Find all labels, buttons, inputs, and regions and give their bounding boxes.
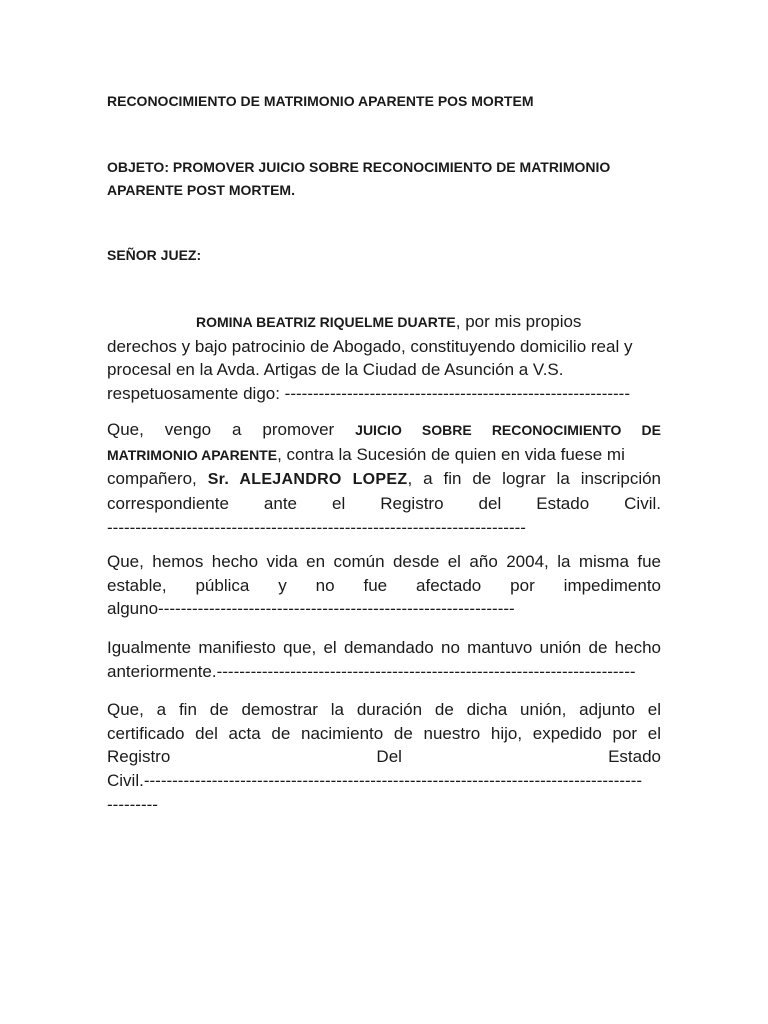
defendant-name: Sr. ALEJANDRO LOPEZ xyxy=(207,471,408,489)
paragraph-2-line-3-text-a: compañero, xyxy=(107,469,208,489)
paragraph-1-line-1 xyxy=(107,310,661,335)
paragraph-5-line-5: --------- xyxy=(107,794,158,814)
juicio-title: JUICIO SOBRE RECONOCIMIENTO DE xyxy=(355,422,661,438)
petitioner-name: ROMINA BEATRIZ RIQUELME DUARTE xyxy=(196,314,456,330)
paragraph-2-line-3 xyxy=(107,467,661,492)
paragraph-4-line-1: Igualmente manifiesto que, el demandado no mantuvo unión de hecho xyxy=(107,638,661,657)
document-title: RECONOCIMIENTO DE MATRIMONIO APARENTE POS MORTEM xyxy=(107,93,534,109)
paragraph-5-line-3: Registro Del Estado xyxy=(107,747,661,767)
paragraph-1-line-2: derechos y bajo patrocinio de Abogado, constituyendo domicilio real y xyxy=(107,336,633,356)
paragraph-2-line-1 xyxy=(107,418,661,443)
paragraph-4-line-2: anteriormente.-------------------------------------------------------------------------- xyxy=(107,661,636,681)
paragraph-1-line-3: procesal en la Avda. Artigas de la Ciudad de Asunción a V.S. xyxy=(107,360,564,380)
paragraph-3-line-1: Que, hemos hecho vida en común desde el año 2004, la misma fue xyxy=(107,552,661,571)
paragraph-2-line-2 xyxy=(107,443,661,468)
matrimonio-aparente: MATRIMONIO APARENTE xyxy=(107,446,278,463)
paragraph-2 xyxy=(107,418,661,540)
paragraph-5-line-2: certificado del acta de nacimiento de nuestro hijo, expedido por el xyxy=(107,723,661,743)
paragraph-5-line-4: Civil.---------------------------------------------------------------------------------------- xyxy=(107,771,643,791)
paragraph-3-line-3: alguno--------------------------------------------------------------- xyxy=(107,599,515,619)
paragraph-4 xyxy=(107,636,661,683)
objeto-line-2: APARENTE POST MORTEM. xyxy=(107,182,295,198)
paragraph-2-line-5: -------------------------------------------------------------------------- xyxy=(107,517,526,537)
paragraph-2-line-4: correspondiente ante el Registro del Estado Civil. xyxy=(107,494,661,514)
paragraph-1-line-4: respetuosamente digo: ------------------------------------------------------------- xyxy=(107,384,630,404)
paragraph-3-line-2: estable, pública y no fue afectado por impedimento xyxy=(107,575,661,595)
paragraph-2-line-1-text: Que, vengo a promover xyxy=(107,420,356,439)
paragraph-5-line-1: Que, a fin de demostrar la duración de dicha unión, adjunto el xyxy=(107,700,661,719)
paragraph-5 xyxy=(107,698,661,817)
objeto-block xyxy=(107,156,661,202)
paragraph-2-line-2-text: , contra la Sucesión de quien en vida fuese mi xyxy=(277,444,625,464)
salutation: SEÑOR JUEZ: xyxy=(107,247,202,263)
paragraph-2-line-3-text-b: , a fin de lograr la inscripción xyxy=(407,469,661,489)
paragraph-1 xyxy=(107,310,661,406)
objeto-line-1: OBJETO: PROMOVER JUICIO SOBRE RECONOCIMIENTO DE MATRIMONIO xyxy=(107,159,611,175)
paragraph-3 xyxy=(107,550,661,621)
paragraph-1-line-1-text: , por mis propios xyxy=(455,312,582,331)
